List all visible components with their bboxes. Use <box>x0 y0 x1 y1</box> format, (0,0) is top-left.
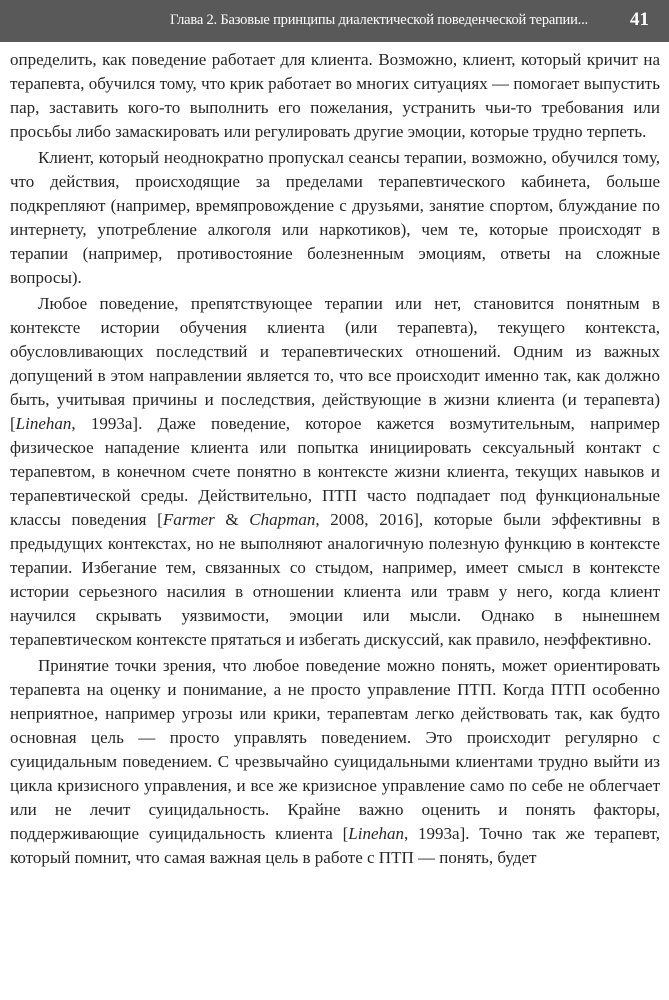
citation-author-chapman: Chapman <box>249 510 316 529</box>
paragraph-3 <box>10 292 660 652</box>
page-body <box>10 48 660 870</box>
citation-ampersand: & <box>214 510 250 529</box>
paragraph-3-text-1: Любое поведение, препятствующее терапии или нет, становится понятным в контексте истории обучения клиента (или терапевта), текущего контекста, обусловливающих последствий и терапевтических отношений. Одним из важных допущений в этом направлении является то, что все происходит именно так, как должно быть, учитывая причины и последствия, действующие в жизни клиента (и терапевта) [ <box>10 294 660 433</box>
paragraph-3-text-3: , 2008, 2016], которые были эффективны в предыдущих контекстах, но не выполняют аналогичную полезную функцию в контексте терапии. Избегание тем, связанных со стыдом, например, имеет смысл в контексте истории серьезного насилия в отношении клиента или травм у него, когда клиент научился скрывать уязвимости, эмоции или мысли. Однако в нынешнем терапевтическом контексте прятаться и избегать дискуссий, как правило, неэффективно. <box>10 510 660 649</box>
paragraph-3-text-2: , 1993a]. Даже поведение, которое кажется возмутительным, например физическое нападение клиента или попытка инициировать сексуальный контакт с терапевтом, в конечном счете понятно в контексте жизни клиента, текущих навыков и терапевтической среды. Действительно, ПТП часто подпадает под функциональные классы поведения [ <box>10 414 660 529</box>
running-header <box>0 0 669 42</box>
citation-author-linehan: Linehan <box>15 414 72 433</box>
paragraph-4-text-1: Принятие точки зрения, что любое поведение можно понять, может ориентировать терапевта на оценку и понимание, а не просто управление ПТП. Когда ПТП особенно неприятное, например угрозы или крики, терапевтам легко действовать так, как будто основная цель — просто управлять поведением. Это происходит регулярно с суицидальным поведением. С чрезвычайно суицидальными клиентами трудно выйти из цикла кризисного управления, и все же кризисное управление само по себе не облегчает или не лечит суицидальность. Крайне важно оценить и понять факторы, поддерживающие суицидальность клиента [ <box>10 656 660 843</box>
chapter-title: Глава 2. Базовые принципы диалектической поведенческой терапии... <box>170 12 588 28</box>
paragraph-4 <box>10 654 660 870</box>
paragraph-1: определить, как поведение работает для клиента. Возможно, клиент, который кричит на терапевта, обучился тому, что крик работает во многих ситуациях — помогает выпустить пар, заставить кого-то выполнить его пожелания, устранить чьи-то требования или просьбы либо замаскировать или регулировать другие эмоции, которые трудно терпеть. <box>10 50 660 141</box>
paragraph-2: Клиент, который неоднократно пропускал сеансы терапии, возможно, обучился тому, что действия, происходящие за пределами терапевтического кабинета, больше подкрепляют (например, времяпровождение с друзьями, занятие спортом, блуждание по интернету, употребление алкоголя или наркотиков), чем те, которые происходят в терапии (например, противостояние болезненным эмоциям, ответы на сложные вопросы). <box>10 148 660 287</box>
page-number: 41 <box>630 9 649 30</box>
citation-author-farmer: Farmer <box>162 510 215 529</box>
citation-author-linehan: Linehan <box>348 824 404 843</box>
paragraph-4-text-2: , 1993a]. Точно так же терапевт, который помнит, что самая важная цель в работе с ПТП — понять, будет <box>10 824 660 867</box>
